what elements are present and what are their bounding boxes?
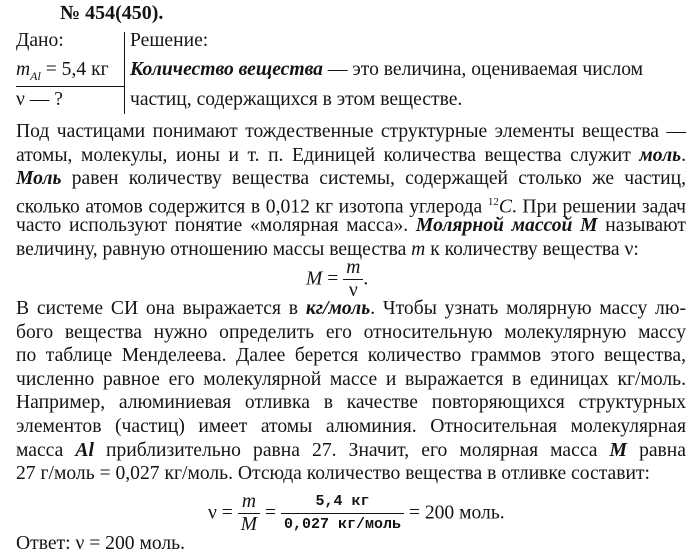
definition-term: Количество вещества	[130, 59, 323, 80]
para2-line: В системе СИ она выражается в кг/моль. Чтобы узнать молярную массу лю-	[16, 298, 686, 319]
isotope-symbol: C	[498, 196, 512, 218]
para2-line: бого вещества нужно определить его относительную молекулярную массу	[16, 321, 686, 343]
paragraph-2	[16, 297, 686, 486]
paragraph-1	[16, 120, 686, 262]
mass-symbol: m	[16, 59, 31, 80]
symbol-al: Al	[75, 439, 94, 461]
term-mol: моль	[639, 144, 682, 166]
para2-line: Например, алюминиевая отливка в качестве повторяющихся структурных	[16, 392, 686, 414]
unit-kg-mol: кг/моль	[305, 298, 371, 319]
solution-definition	[130, 59, 643, 81]
isotope-mass: 12	[487, 195, 499, 208]
given-mass	[16, 59, 109, 84]
symbol-M: M	[609, 439, 627, 461]
formula-amount: ν = $\frac{m}{M}$ = $\frac{5,4 кг}{\text{0,027 кг/моль}}$ = 200 моль.	[208, 491, 505, 535]
term-molar-mass: Молярной массой M	[415, 215, 598, 237]
given-label: Дано:	[16, 30, 64, 51]
para1-line: величину, равную отношению массы вещества m к количеству вещества ν:	[16, 238, 639, 260]
definition-rest: — это величина, оцениваемая числом	[322, 59, 644, 80]
para1-line: Под частицами понимают тождественные структурные элементы вещества —	[16, 121, 686, 142]
para1-line: Моль равен количеству вещества системы, содержащей столько же частиц,	[16, 168, 686, 190]
para1-line: часто используют понятие «молярная масса». Молярной массой M называют	[16, 215, 686, 237]
mass-value: = 5,4 кг	[45, 59, 109, 80]
given-divider	[16, 86, 124, 87]
fraction-m-over-M: $\frac{m}{M}$	[238, 491, 260, 536]
para2-line: элементов (частиц) имеет атомы алюминия. Относительная молекулярная	[16, 415, 686, 437]
fraction-values: $\frac{5,4 кг}{\text{0,027 кг/моль}}$	[281, 491, 404, 536]
formula-molar-mass: M = $\frac{m}{\nu}$ .	[306, 257, 369, 301]
para2-line: масса Al приблизительно равна 27. Значит, его молярная масса M равна	[16, 439, 686, 461]
problem-number: № 454(450).	[60, 2, 164, 24]
para1-line: атомы, молекулы, ионы и т. п. Единицей количества вещества служит моль.	[16, 144, 686, 166]
fraction-m-over-nu: $\frac{m}{\nu}$	[343, 257, 363, 302]
mass-subscript: Al	[30, 68, 41, 83]
para2-line: численно равное его молекулярной массе и выражается в единицах кг/моль.	[16, 368, 686, 390]
para1-line: сколько атомов содержится в 0,012 кг изотопа углерода $^{12}$C. При решении задач	[16, 195, 687, 218]
given-unknown: ν — ?	[16, 89, 63, 110]
para2-line: по таблице Менделеева. Далее берется количество граммов этого вещества,	[16, 345, 686, 367]
given-separator	[124, 32, 125, 114]
term-mol: Моль	[16, 168, 62, 190]
solution-definition-line2: частиц, содержащихся в этом веществе.	[130, 89, 463, 110]
para2-line: 27 г/моль = 0,027 кг/моль. Отсюда количество вещества в отливке составит:	[16, 463, 650, 485]
solution-label: Решение:	[130, 30, 209, 51]
answer: Ответ: ν = 200 моль.	[16, 533, 185, 554]
